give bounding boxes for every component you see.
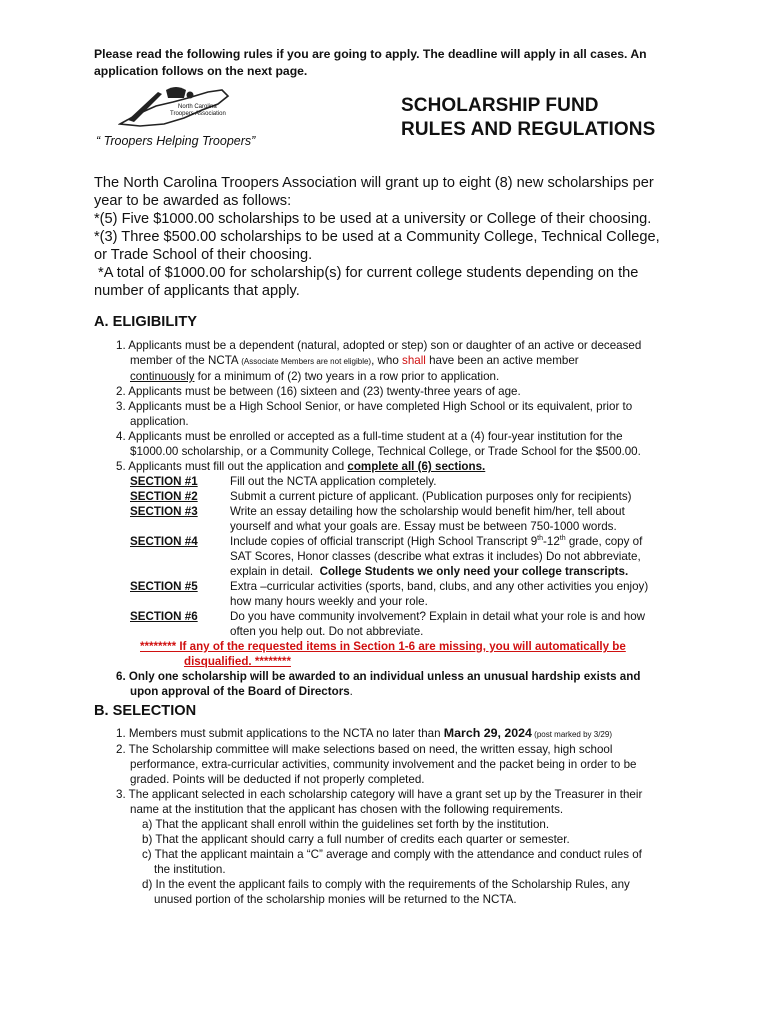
selection-heading: B. SELECTION bbox=[94, 703, 197, 719]
requirement-d: d) In the event the applicant fails to comply with the requirements of the Scholarship Rules, any bbox=[142, 878, 630, 891]
eligibility-item-4: 4. Applicants must be enrolled or accepted as a full-time student at a (4) four-year institution for the bbox=[116, 430, 623, 443]
section-4: SECTION #4 Include copies of official transcript (High School Transcript 9th-12th grade, copy of bbox=[130, 535, 643, 548]
eligibility-heading: A. ELIGIBILITY bbox=[94, 314, 197, 330]
motto: “ Troopers Helping Troopers” bbox=[96, 134, 256, 148]
application-notice: Please read the following rules if you are going to apply. The deadline will apply in all cases. An application follows on the next page. bbox=[94, 47, 647, 78]
section-5: SECTION #5 Extra –curricular activities (sports, band, clubs, and any other activities you enjoy) bbox=[130, 580, 649, 593]
selection-item-2: 2. The Scholarship committee will make selections based on need, the written essay, high school bbox=[116, 743, 613, 756]
page-title: SCHOLARSHIP FUND RULES AND REGULATIONS bbox=[401, 95, 656, 140]
eligibility-item-1: 1. Applicants must be a dependent (natural, adopted or step) son or daughter of an active or deceased bbox=[116, 339, 642, 352]
disqualification-warning: ******** If any of the requested items in Section 1-6 are missing, you will automatically be bbox=[140, 640, 626, 653]
eligibility-list: 1. Applicants must be a dependent (natural, adopted or step) son or daughter of an active or deceased member of the NCTA (Associate Members are not eligible), who shall have been an active member continuously for a minimum of (2) two years in a row prior to application. 2. Applicants must be between (16) sixteen and (23) twenty-three years of age. 3. Applicants must be a High School Senior, or have completed High School or its equivalent, prior to application. 4. Applicants must be enrolled or accepted as a full-time student at a (4) four-year institution for the $1000.00 scholarship, or a Community College, Technical College, or Trade School for the $500.00. 5. Applicants must fill out the application and complete all (6) sections. SECTION #1 Fill out the NCTA application completely. SECTION #2 Submit a current picture of applicant. (Publication purposes only for recipients) SECTION #3 Write an essay detailing how the scholarship would benefit him/her, tell about yourself and what your goals are. Essay must be between 750-1000 words. SECTION #4 Include copies of official transcript (High School Transcript 9th-12th grade, copy of SAT Scores, Honor classes (describe what extras it includes) Do not abbreviate, explain in detail. College Students we only need your college transcripts. SECTION #5 Extra –curricular activities (sports, band, clubs, and any other activities you enjoy) how many hours weekly and your role. SECTION #6 Do you have community involvement? Explain in detail what your role is and how often you help out. Do not abbreviate. ******** If any of the requested items in Section 1-6 are missing, you will automatically be disqualified. ******** 6. Only one scholarship will be awarded to an individual unless an unusual hardship exists and upon approval of the Board of Directors. bbox=[116, 338, 696, 699]
eligibility-item-5: 5. Applicants must fill out the application and complete all (6) sections. bbox=[116, 460, 486, 473]
ncta-logo-icon bbox=[118, 84, 230, 128]
selection-list: 1. Members must submit applications to the NCTA no later than March 29, 2024 (post marked by 3/29) 2. The Scholarship committee will make selections based on need, the written essay, high school performance, extra-curricular activities, community involvement and the packet being in order to be graded. Points will be deducted if not properly completed. 3. The applicant selected in each scholarship category will have a grant set up by the Treasurer in their name at the institution that the applicant has chosen with the following requirements. a) That the applicant shall enroll within the guidelines set forth by the institution. b) That the applicant should carry a full number of credits each quarter or semester. c) That the applicant maintain a “C” average and comply with the attendance and conduct rules of the institution. d) In the event the applicant fails to comply with the requirements of the Scholarship Rules, any unused portion of the scholarship monies will be returned to the NCTA. bbox=[116, 726, 696, 907]
svg-text:Troopers Association: Troopers Association bbox=[170, 111, 226, 117]
section-6: SECTION #6 Do you have community involvement? Explain in detail what your role is and how bbox=[130, 610, 646, 623]
selection-item-3: 3. The applicant selected in each scholarship category will have a grant set up by the Treasurer in their bbox=[116, 788, 643, 801]
requirement-a: a) That the applicant shall enroll within the guidelines set forth by the institution. bbox=[142, 818, 550, 831]
svg-text:North Carolina: North Carolina bbox=[178, 104, 217, 110]
selection-item-1: 1. Members must submit applications to the NCTA no later than March 29, 2024 (post marked by 3/29) bbox=[116, 726, 612, 740]
eligibility-item-2: 2. Applicants must be between (16) sixteen and (23) twenty-three years of age. bbox=[116, 385, 521, 398]
requirement-b: b) That the applicant should carry a full number of credits each quarter or semester. bbox=[142, 833, 570, 846]
intro-paragraph: The North Carolina Troopers Association will grant up to eight (8) new scholarships per year to be awarded as follows: *(5) Five $1000.00 scholarships to be used at a university or College of their choosing. *(3) Three $500.00 scholarships to be used at a Community College, Technical College, or Trade School of their choosing. *A total of $1000.00 for scholarship(s) for current college students depending on the number of applicants that apply. bbox=[94, 175, 660, 299]
eligibility-item-3: 3. Applicants must be a High School Senior, or have completed High School or its equivalent, prior to bbox=[116, 400, 633, 413]
section-3: SECTION #3 Write an essay detailing how the scholarship would benefit him/her, tell about bbox=[130, 505, 625, 518]
requirement-c: c) That the applicant maintain a “C” average and comply with the attendance and conduct rules of bbox=[142, 848, 642, 861]
eligibility-item-6: 6. Only one scholarship will be awarded to an individual unless an unusual hardship exists and bbox=[116, 670, 641, 683]
section-2: SECTION #2 Submit a current picture of applicant. (Publication purposes only for recipients) bbox=[130, 490, 632, 503]
section-1: SECTION #1 Fill out the NCTA application completely. bbox=[130, 475, 437, 488]
